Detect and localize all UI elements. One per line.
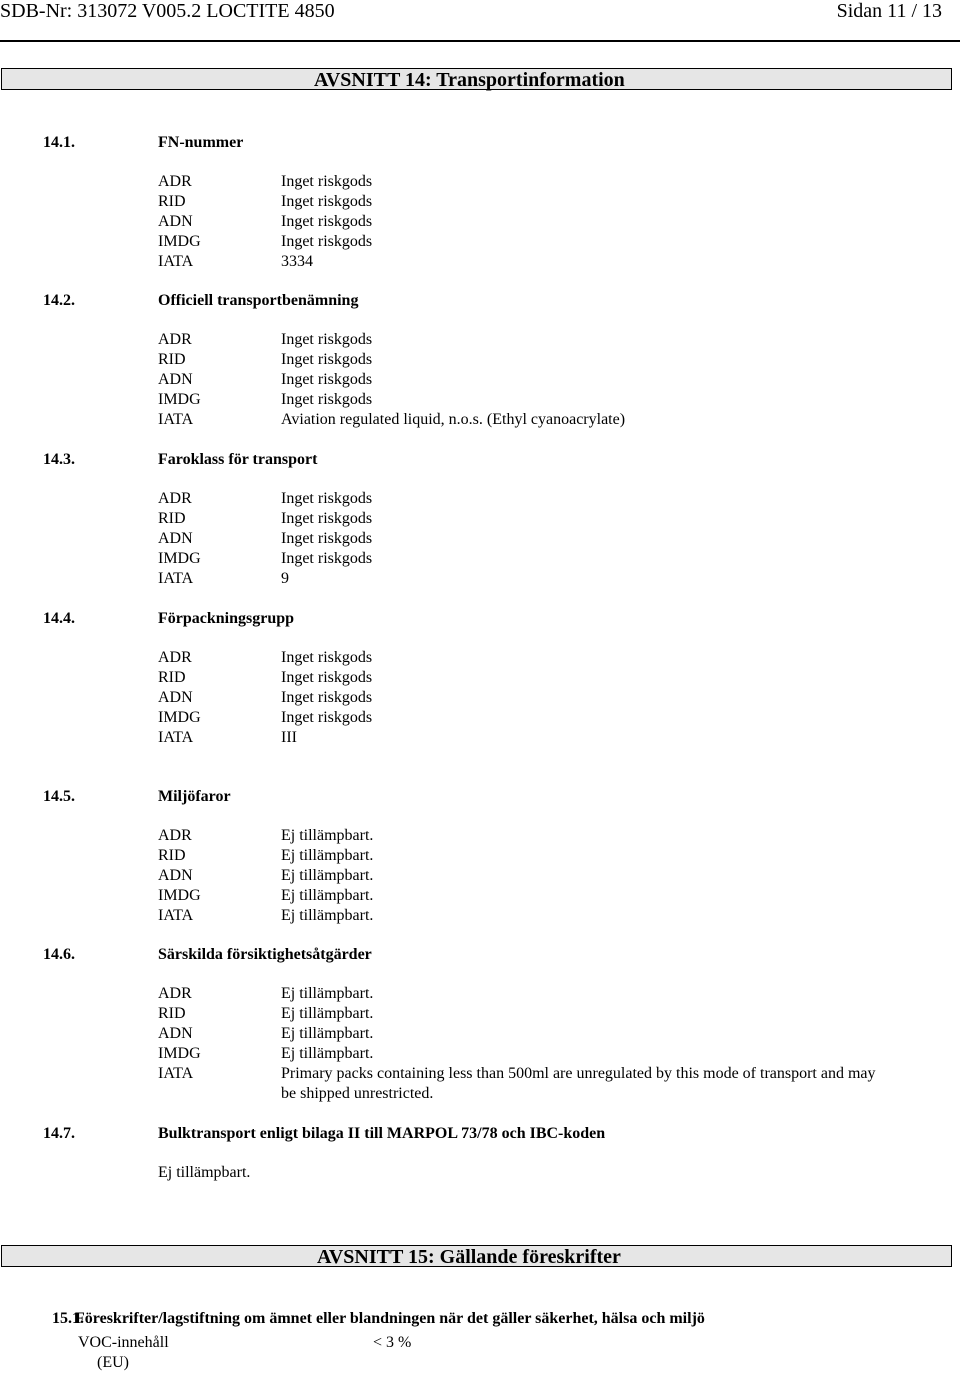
- mode-value: Ej tillämpbart.: [281, 1005, 374, 1022]
- subsection-number: 14.6.: [43, 946, 75, 963]
- mode-value: Inget riskgods: [281, 669, 373, 686]
- section-14-banner: [1, 68, 952, 90]
- transport-row-rid: [0, 1004, 960, 1024]
- subsection-number: 14.7.: [43, 1125, 75, 1142]
- transport-row-iata: [0, 569, 960, 589]
- mode-label: ADR: [158, 331, 192, 348]
- mode-value: Ej tillämpbart.: [281, 907, 374, 924]
- transport-row-imdg: [0, 390, 960, 410]
- transport-row-adr: [0, 172, 960, 192]
- subsection-title: Officiell transportbenämning: [158, 292, 359, 309]
- section-15-banner: [1, 1245, 952, 1267]
- transport-row-imdg: [0, 708, 960, 728]
- transport-row-rid: [0, 192, 960, 212]
- mode-label: RID: [158, 351, 186, 368]
- mode-label: ADN: [158, 213, 193, 230]
- mode-label: IMDG: [158, 233, 201, 250]
- mode-value: Ej tillämpbart.: [281, 1045, 374, 1062]
- mode-label: IATA: [158, 1065, 194, 1082]
- mode-value: Inget riskgods: [281, 351, 373, 368]
- mode-label: ADR: [158, 985, 192, 1002]
- subsection-title: FN-nummer: [158, 134, 244, 151]
- transport-row-adn: [0, 212, 960, 232]
- transport-row-imdg: [0, 1044, 960, 1064]
- mode-label: ADN: [158, 1025, 193, 1042]
- document-id: SDB-Nr: 313072 V005.2 LOCTITE 4850: [0, 0, 335, 22]
- section-14-title: AVSNITT 14: Transportinformation: [314, 69, 625, 91]
- transport-row-adr: [0, 330, 960, 350]
- section-15-title: AVSNITT 15: Gällande föreskrifter: [317, 1246, 621, 1268]
- mode-value: Inget riskgods: [281, 193, 373, 210]
- mode-value: Primary packs containing less than 500ml are unregulated by this mode of transport and may be shipped unrestricted.: [281, 1065, 876, 1102]
- transport-row-adn: [0, 370, 960, 390]
- mode-value: Ej tillämpbart.: [281, 827, 374, 844]
- mode-label: RID: [158, 510, 186, 527]
- transport-mode-list: [0, 330, 960, 430]
- subsection-number: 15.1.: [52, 1310, 84, 1327]
- mode-label: IMDG: [158, 391, 201, 408]
- mode-label: ADR: [158, 173, 192, 190]
- subsection-title: Bulktransport enligt bilaga II till MARPOL 73/78 och IBC-koden: [158, 1125, 606, 1142]
- transport-row-rid: [0, 846, 960, 866]
- mode-label: ADN: [158, 371, 193, 388]
- mode-value: Inget riskgods: [281, 649, 373, 666]
- subsection-title: Miljöfaror: [158, 788, 231, 805]
- subsection-text: Ej tillämpbart.: [158, 1164, 251, 1181]
- mode-value: III: [281, 729, 297, 746]
- mode-label: IATA: [158, 907, 194, 924]
- transport-row-adn: [0, 529, 960, 549]
- mode-value: Inget riskgods: [281, 213, 373, 230]
- mode-label: RID: [158, 669, 186, 686]
- voc-note: (EU): [97, 1354, 129, 1371]
- mode-value: Ej tillämpbart.: [281, 867, 374, 884]
- mode-label: IATA: [158, 411, 194, 428]
- mode-value: Inget riskgods: [281, 550, 373, 567]
- header-rule: [0, 40, 960, 42]
- mode-value: Ej tillämpbart.: [281, 985, 374, 1002]
- mode-value: Inget riskgods: [281, 689, 373, 706]
- mode-label: ADR: [158, 827, 192, 844]
- transport-row-iata: [0, 906, 960, 926]
- transport-row-imdg: [0, 549, 960, 569]
- transport-row-imdg: [0, 232, 960, 252]
- mode-label: ADR: [158, 490, 192, 507]
- mode-value: Inget riskgods: [281, 371, 373, 388]
- transport-mode-list: [0, 648, 960, 748]
- mode-value: Inget riskgods: [281, 331, 373, 348]
- subsection-number: 14.3.: [43, 451, 75, 468]
- transport-row-rid: [0, 668, 960, 688]
- transport-row-adr: [0, 489, 960, 509]
- mode-value: Inget riskgods: [281, 391, 373, 408]
- subsection-title: Föreskrifter/lagstiftning om ämnet eller blandningen när det gäller säkerhet, hälsa och miljö: [75, 1310, 705, 1327]
- mode-label: IMDG: [158, 1045, 201, 1062]
- page-number: Sidan 11 / 13: [836, 0, 942, 22]
- mode-label: IATA: [158, 729, 194, 746]
- transport-mode-list: [0, 489, 960, 589]
- transport-row-adn: [0, 1024, 960, 1044]
- transport-row-imdg: [0, 886, 960, 906]
- transport-row-iata: [0, 1064, 960, 1102]
- mode-value: 9: [281, 570, 289, 587]
- transport-row-adn: [0, 866, 960, 886]
- transport-row-iata: [0, 728, 960, 748]
- subsection-number: 14.4.: [43, 610, 75, 627]
- mode-value: Inget riskgods: [281, 709, 373, 726]
- mode-label: ADN: [158, 530, 193, 547]
- mode-value: 3334: [281, 253, 313, 270]
- mode-label: IMDG: [158, 887, 201, 904]
- mode-label: IATA: [158, 253, 194, 270]
- transport-row-rid: [0, 509, 960, 529]
- mode-value: Ej tillämpbart.: [281, 1025, 374, 1042]
- transport-row-adr: [0, 984, 960, 1004]
- subsection-title: Särskilda försiktighetsåtgärder: [158, 946, 372, 963]
- mode-label: RID: [158, 847, 186, 864]
- mode-label: ADN: [158, 689, 193, 706]
- mode-value: Inget riskgods: [281, 173, 373, 190]
- mode-value: Inget riskgods: [281, 490, 373, 507]
- subsection-title: Förpackningsgrupp: [158, 610, 295, 627]
- page-header: [0, 0, 960, 44]
- transport-mode-list: [0, 172, 960, 272]
- mode-label: RID: [158, 1005, 186, 1022]
- mode-label: RID: [158, 193, 186, 210]
- mode-label: IMDG: [158, 550, 201, 567]
- mode-label: IATA: [158, 570, 194, 587]
- transport-mode-list: [0, 826, 960, 926]
- subsection-number: 14.5.: [43, 788, 75, 805]
- mode-value: Ej tillämpbart.: [281, 887, 374, 904]
- transport-row-rid: [0, 350, 960, 370]
- mode-value: Inget riskgods: [281, 530, 373, 547]
- mode-value: Aviation regulated liquid, n.o.s. (Ethyl cyanoacrylate): [281, 411, 626, 428]
- transport-mode-list: [0, 984, 960, 1102]
- subsection-title: Faroklass för transport: [158, 451, 318, 468]
- voc-label: VOC-innehåll: [78, 1334, 169, 1351]
- mode-label: ADR: [158, 649, 192, 666]
- subsection-number: 14.1.: [43, 134, 75, 151]
- voc-value: < 3 %: [373, 1334, 412, 1351]
- mode-label: IMDG: [158, 709, 201, 726]
- mode-value: Inget riskgods: [281, 233, 373, 250]
- subsection-number: 14.2.: [43, 292, 75, 309]
- transport-row-adr: [0, 648, 960, 668]
- transport-row-adn: [0, 688, 960, 708]
- transport-row-iata: [0, 410, 960, 430]
- transport-row-iata: [0, 252, 960, 272]
- transport-row-adr: [0, 826, 960, 846]
- mode-value: Ej tillämpbart.: [281, 847, 374, 864]
- mode-label: ADN: [158, 867, 193, 884]
- mode-value: Inget riskgods: [281, 510, 373, 527]
